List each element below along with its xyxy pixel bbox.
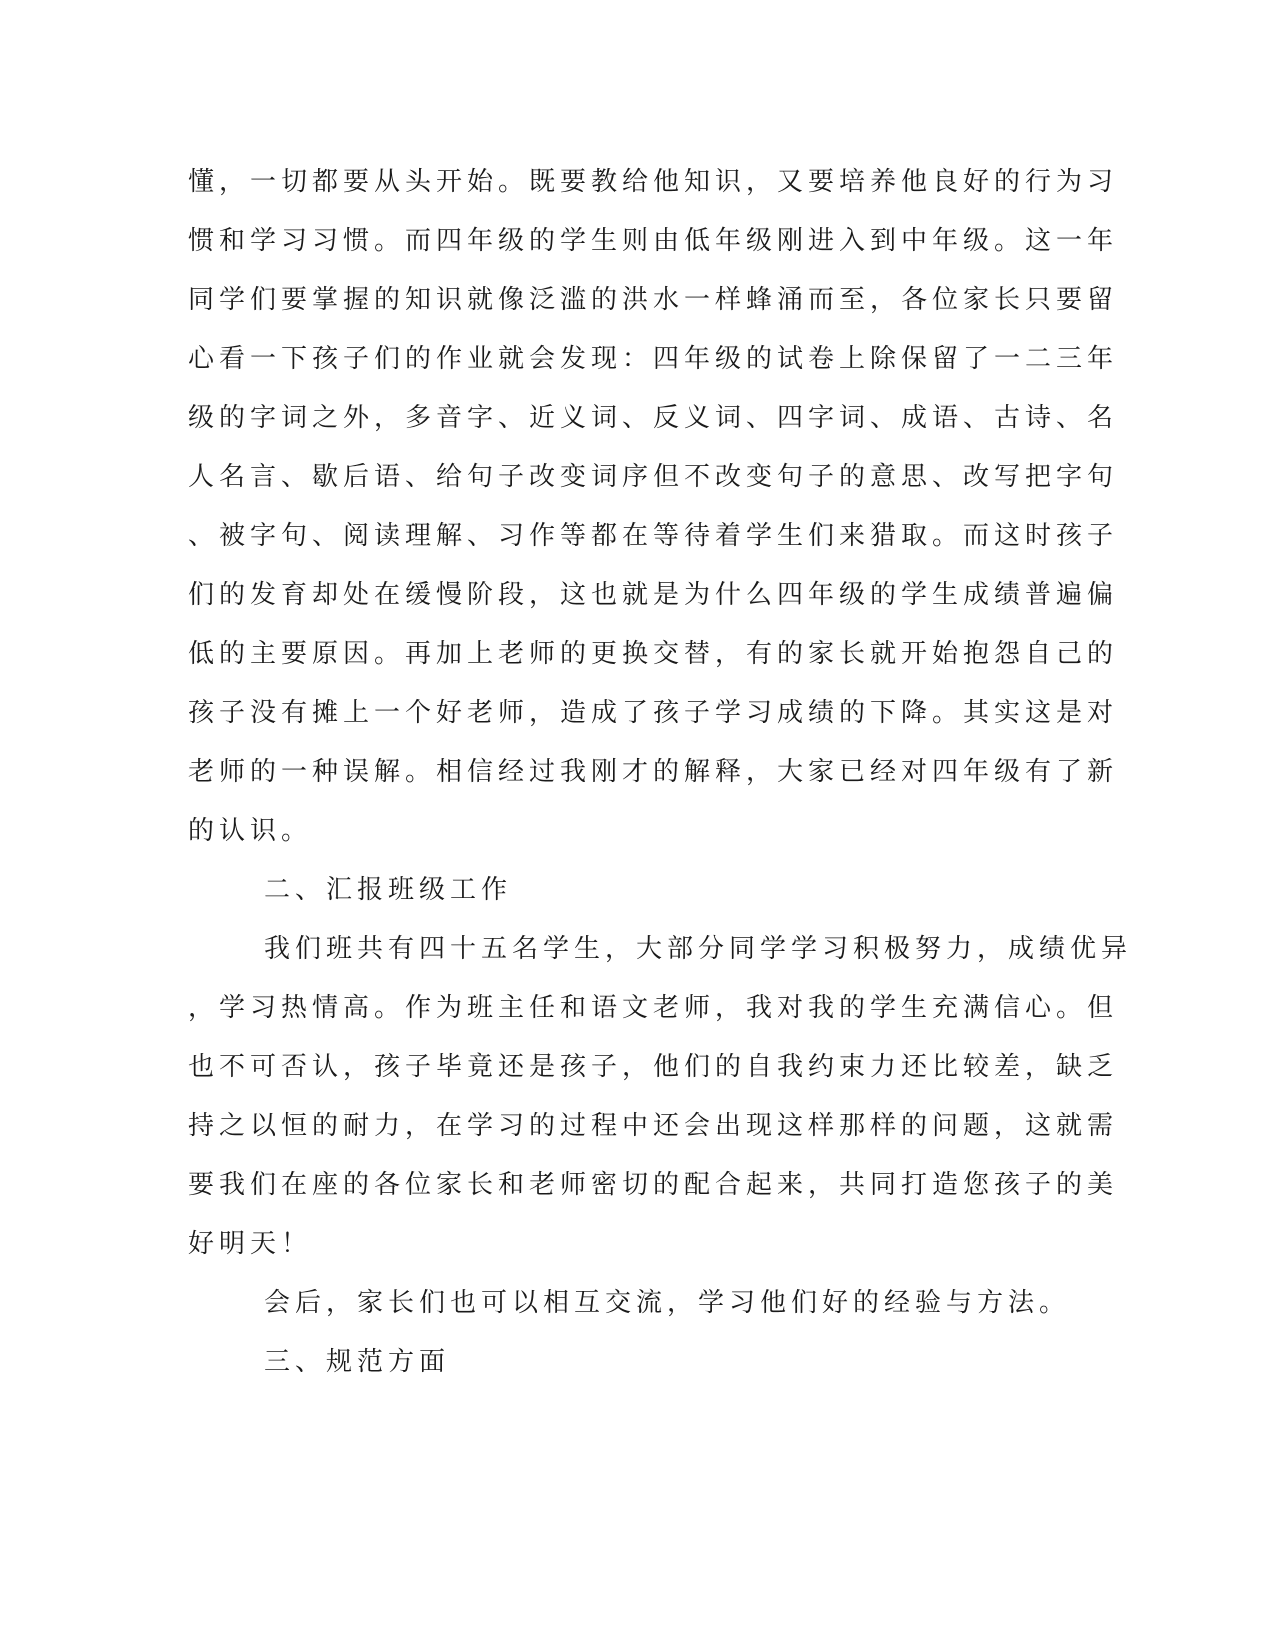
text-line: 们的发育却处在缓慢阶段，这也就是为什么四年级的学生成绩普遍偏 [188, 580, 1119, 610]
text-line: 持之以恒的耐力，在学习的过程中还会出现这样那样的问题，这就需 [188, 1111, 1119, 1141]
text-line: 惯和学习习惯。而四年级的学生则由低年级刚进入到中年级。这一年 [188, 226, 1119, 256]
text-line: 的认识。 [188, 816, 313, 846]
text-line: ，学习热情高。作为班主任和语文老师，我对我的学生充满信心。但 [188, 993, 1119, 1023]
text-line: 好明天！ [188, 1229, 313, 1259]
text-line: 、被字句、阅读理解、习作等都在等待着学生们来猎取。而这时孩子 [188, 521, 1119, 551]
text-line: 孩子没有摊上一个好老师，造成了孩子学习成绩的下降。其实这是对 [188, 698, 1119, 728]
text-line: 会后，家长们也可以相互交流，学习他们好的经验与方法。 [264, 1288, 1071, 1318]
text-line: 也不可否认，孩子毕竟还是孩子，他们的自我约束力还比较差，缺乏 [188, 1052, 1119, 1082]
text-line: 懂，一切都要从头开始。既要教给他知识，又要培养他良好的行为习 [188, 167, 1119, 197]
text-line: 心看一下孩子们的作业就会发现：四年级的试卷上除保留了一二三年 [188, 344, 1119, 374]
text-line: 老师的一种误解。相信经过我刚才的解释，大家已经对四年级有了新 [188, 757, 1119, 787]
text-line: 同学们要掌握的知识就像泛滥的洪水一样蜂涌而至，各位家长只要留 [188, 285, 1119, 315]
text-line: 要我们在座的各位家长和老师密切的配合起来，共同打造您孩子的美 [188, 1170, 1119, 1200]
text-line: 低的主要原因。再加上老师的更换交替，有的家长就开始抱怨自己的 [188, 639, 1119, 669]
text-line: 人名言、歇后语、给句子改变词序但不改变句子的意思、改写把字句 [188, 462, 1119, 492]
text-line: 我们班共有四十五名学生，大部分同学学习积极努力，成绩优异 [264, 934, 1133, 964]
section-heading: 二、汇报班级工作 [264, 875, 513, 905]
section-heading: 三、规范方面 [264, 1347, 451, 1377]
text-line: 级的字词之外，多音字、近义词、反义词、四字词、成语、古诗、名 [188, 403, 1119, 433]
